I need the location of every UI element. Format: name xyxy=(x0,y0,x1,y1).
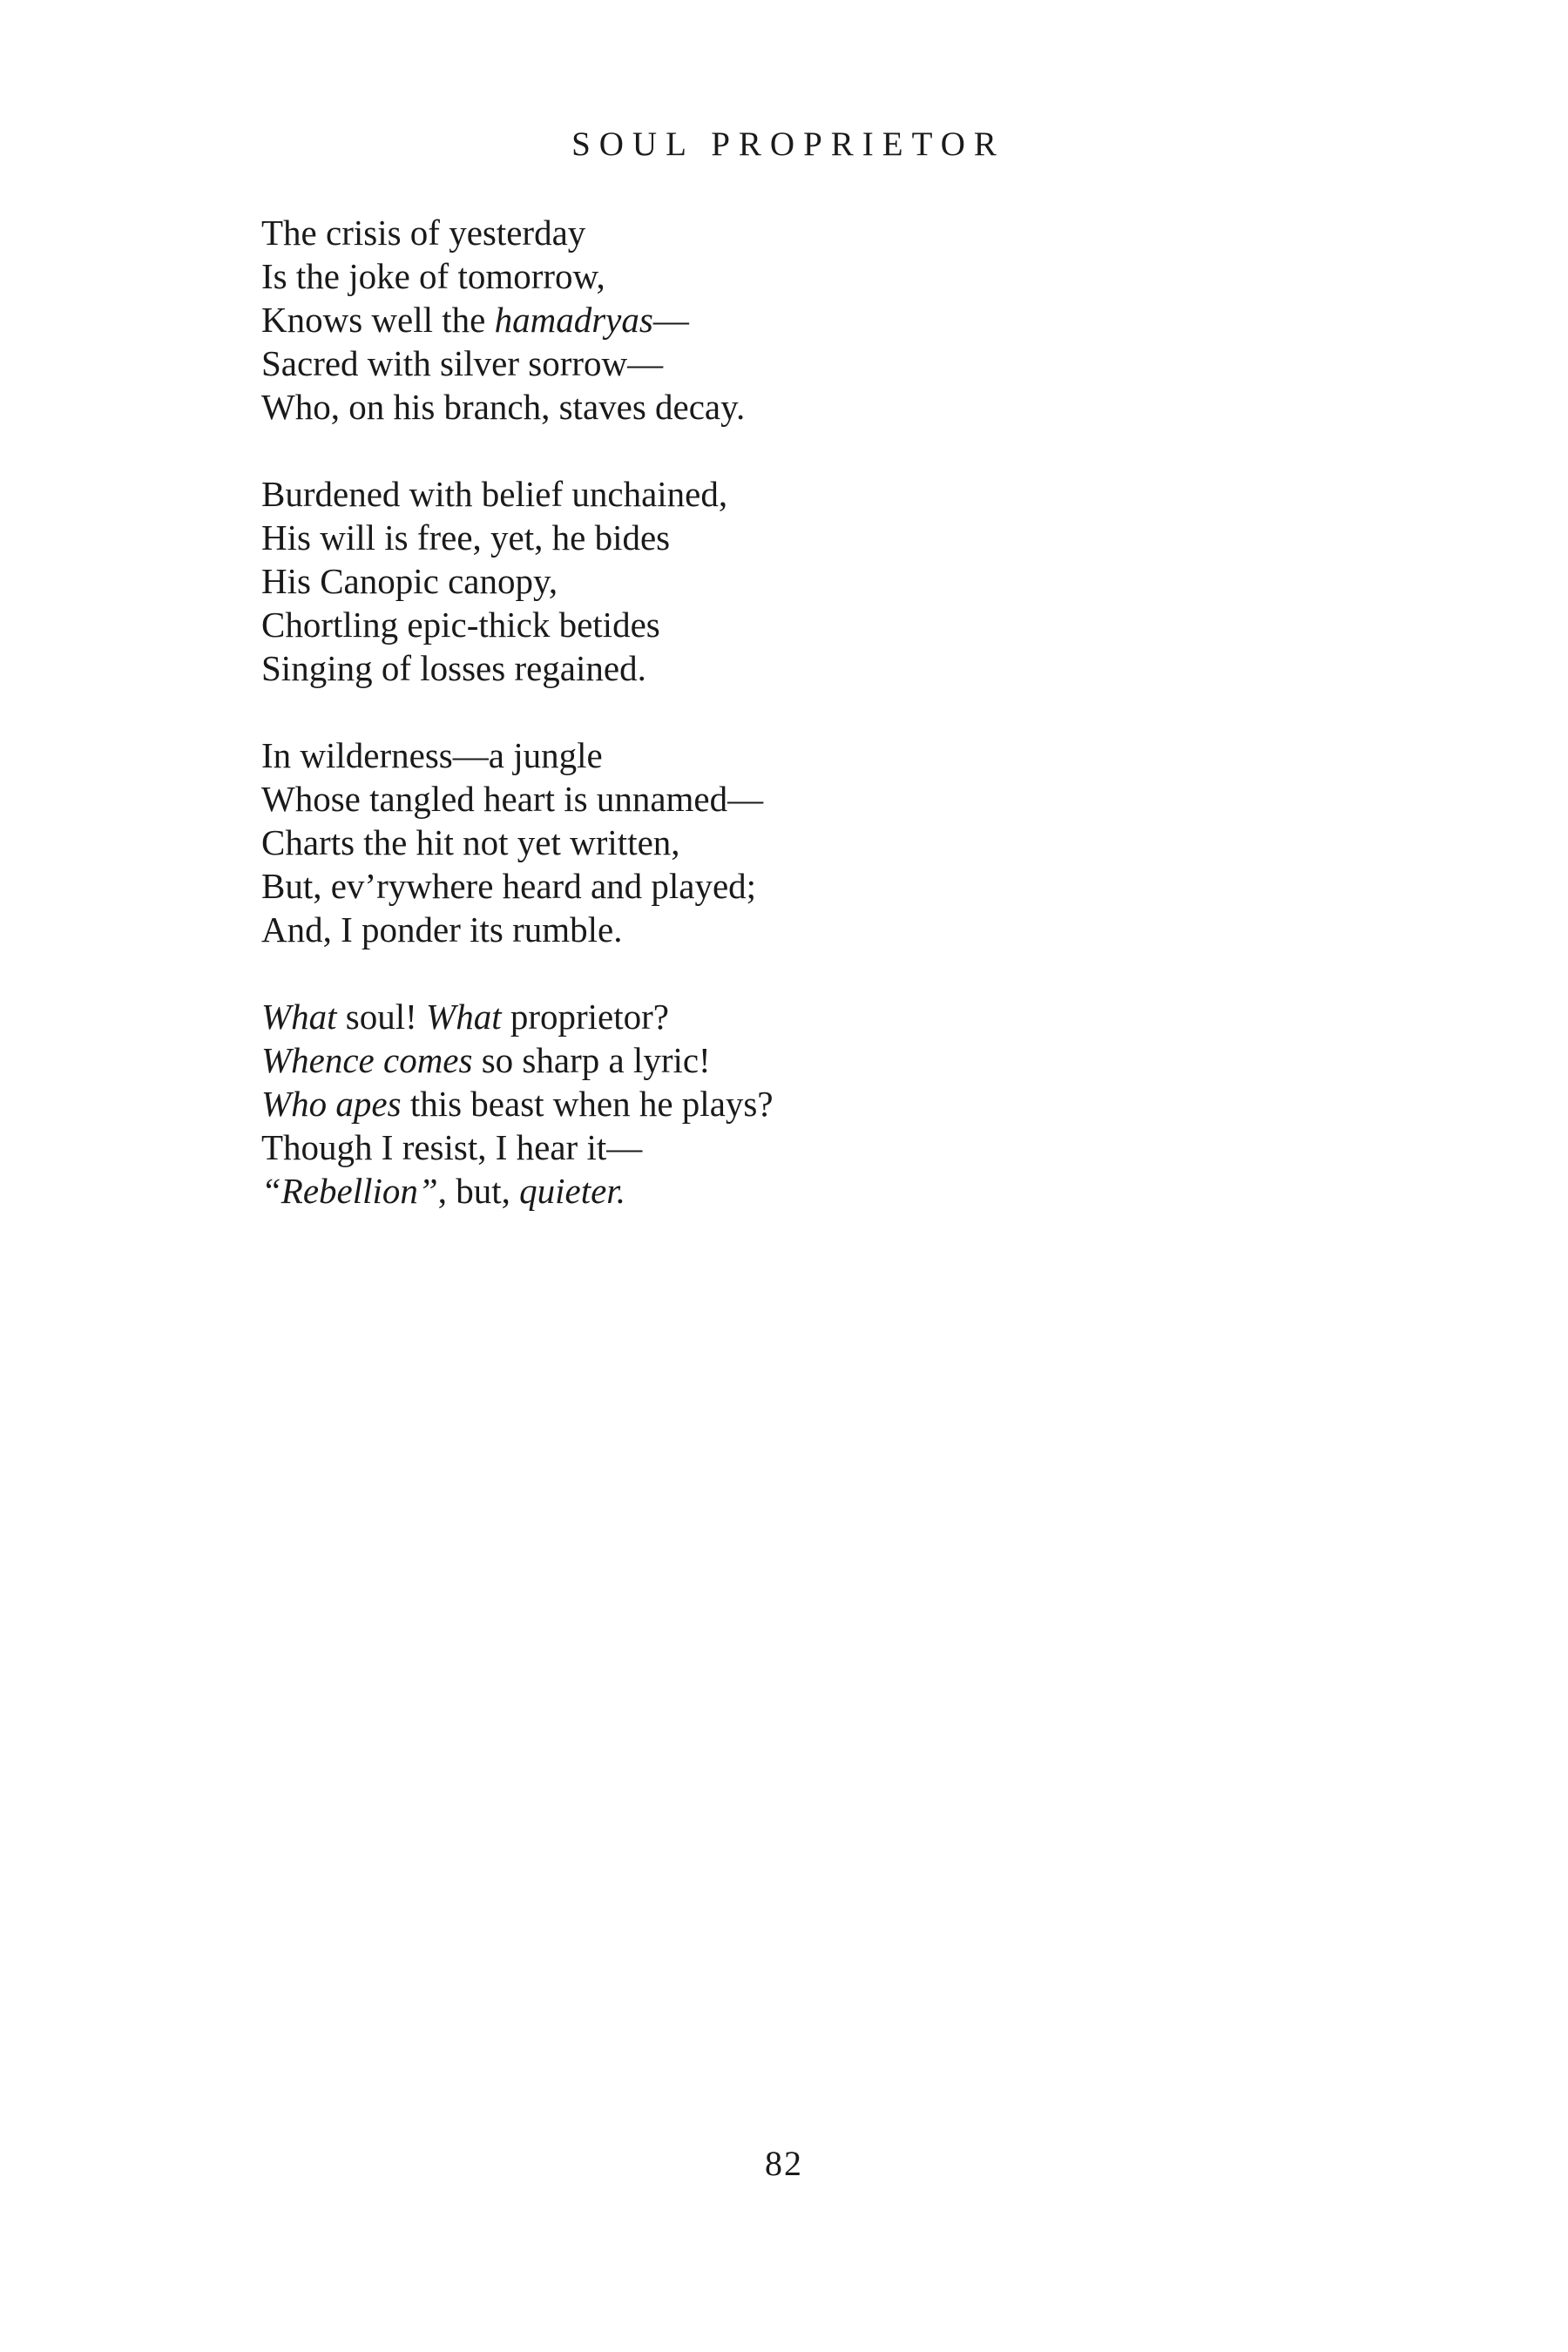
stanza-1 xyxy=(261,211,1307,429)
line-segment: this beast when he plays? xyxy=(401,1084,774,1124)
poem-line: But, ev’rywhere heard and played; xyxy=(261,866,757,906)
page-number: 82 xyxy=(765,2144,803,2183)
italic-word: What xyxy=(426,997,502,1037)
line-segment: Knows well the xyxy=(261,300,495,340)
poem xyxy=(261,211,1307,1256)
stanza-3 xyxy=(261,733,1307,951)
italic-phrase: “Rebellion” xyxy=(261,1171,438,1211)
italic-phrase: Whence comes xyxy=(261,1040,473,1080)
poem-line: Though I resist, I hear it— xyxy=(261,1127,643,1167)
poem-line xyxy=(261,1038,1307,1082)
poem-line: Sacred with silver sorrow— xyxy=(261,343,664,383)
poem-line xyxy=(261,1082,1307,1125)
line-segment: , but, xyxy=(437,1171,520,1211)
stanza-4 xyxy=(261,995,1307,1213)
line-segment: — xyxy=(652,300,689,340)
poem-line: Is the joke of tomorrow, xyxy=(261,256,605,296)
line-segment: soul! xyxy=(336,997,427,1037)
poem-line: Whose tangled heart is unnamed— xyxy=(261,779,764,819)
italic-word: hamadryas xyxy=(494,300,653,340)
stanza-2 xyxy=(261,472,1307,690)
poem-line: Singing of losses regained. xyxy=(261,648,646,688)
poem-line: And, I ponder its rumble. xyxy=(261,909,623,950)
poem-line: Who, on his branch, staves decay. xyxy=(261,387,746,427)
page-title: SOUL PROPRIETOR xyxy=(571,125,1005,163)
poem-line: Chortling epic-thick betides xyxy=(261,605,660,645)
poem-line: Charts the hit not yet written, xyxy=(261,822,680,862)
poem-line: Burdened with belief unchained, xyxy=(261,474,728,514)
italic-phrase: Who apes xyxy=(261,1084,402,1124)
line-segment: so sharp a lyric! xyxy=(472,1040,711,1080)
poem-line: The crisis of yesterday xyxy=(261,213,586,253)
italic-word: What xyxy=(261,997,337,1037)
poem-line xyxy=(261,298,1307,341)
line-segment: proprietor? xyxy=(501,997,669,1037)
poem-line: His Canopic canopy, xyxy=(261,561,558,601)
poem-line xyxy=(261,995,1307,1038)
poem-line: In wilderness—a jungle xyxy=(261,735,603,775)
poem-line xyxy=(261,1169,1307,1213)
italic-word: quieter. xyxy=(519,1171,625,1211)
poem-line: His will is free, yet, he bides xyxy=(261,517,671,558)
